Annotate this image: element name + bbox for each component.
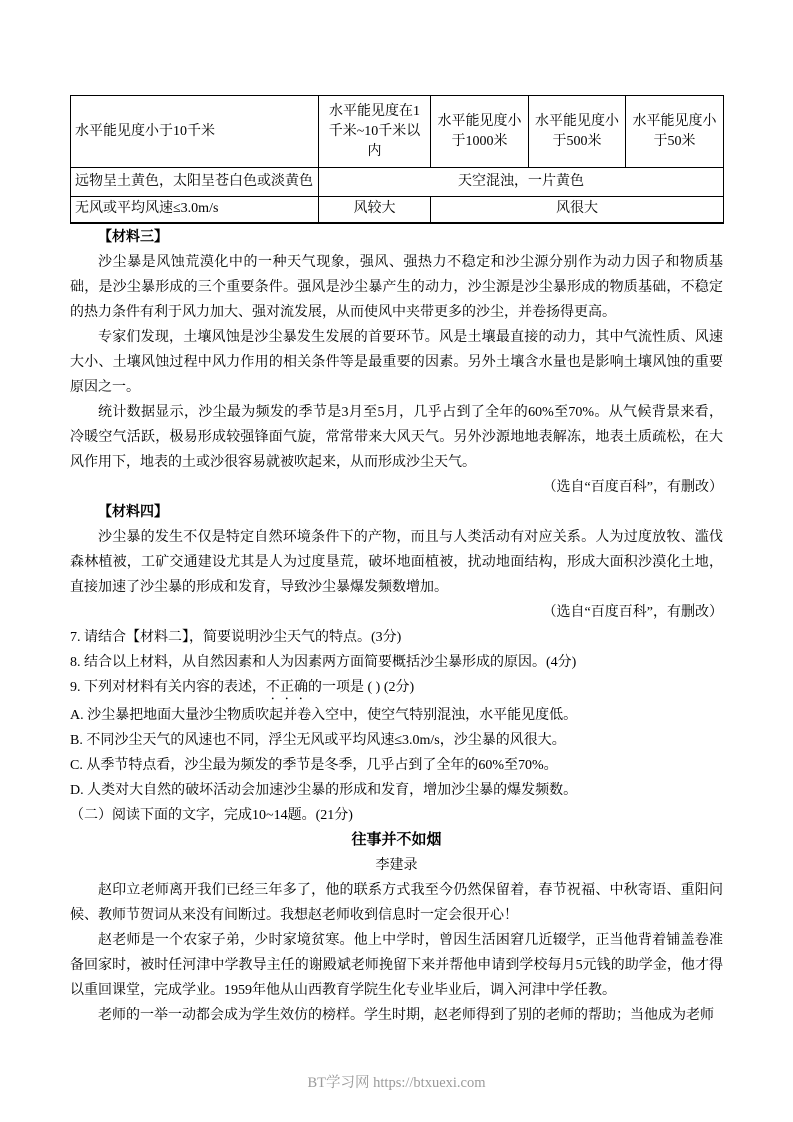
material-three-source: （选自“百度百科”，有删改） [542, 479, 723, 495]
material-three-paragraph-3: 统计数据显示，沙尘最为频发的季节是3月至5月，几乎占到了全年的60%至70%。从气候背景来看，冷暖空气活跃，极易形成较强锋面气旋，常常带来大风天气。另外沙源地地表解冻，地表土质疏松，在大风作用下，地表的土或沙很容易就被吹起来，从而形成沙尘天气。 [70, 404, 723, 470]
essay-paragraph-1: 赵印立老师离开我们已经三年多了，他的联系方式我至今仍然保留着，春节祝福、中秋寄语、重阳问候、教师节贺词从来没有间断过。我想赵老师收到信息时一定会很开心！ [70, 882, 723, 923]
material-three-paragraph-1: 沙尘暴是风蚀荒漠化中的一种天气现象，强风、强热力不稳定和沙尘源分别作为动力因子和物质基础，是沙尘暴形成的三个重要条件。强风是沙尘暴产生的动力，沙尘源是沙尘暴形成的物质基础，不稳定的热力条件有利于风力加大、强对流发展，从而使风中夹带更多的沙尘，并卷扬得更高。 [70, 254, 723, 320]
question-9-suffix: 的一项是 ( ) (2分) [308, 679, 415, 695]
material-four-paragraph-1: 沙尘暴的发生不仅是特定自然环境条件下的产物，而且与人类活动有对应关系。人为过度放牧、滥伐森林植被，工矿交通建设尤其是人为过度垦荒，破坏地面植被，扰动地面结构，形成大面积沙漠化土地，直接加速了沙尘暴的形成和发育，导致沙尘暴爆发频数增加。 [70, 529, 723, 595]
table-row-sky [71, 168, 724, 197]
option-d: D. 人类对大自然的破坏活动会加速沙尘暴的形成和发育，增加沙尘暴的爆发频数。 [70, 782, 578, 798]
table-row-wind [71, 197, 724, 223]
table-cell-visibility-10km: 水平能见度小于10千米 [71, 96, 319, 168]
table-cell-visibility-1-10km: 水平能见度在1千米~10千米以内 [319, 96, 431, 168]
table-cell-distant-objects: 远物呈土黄色，太阳呈苍白色或淡黄色 [71, 168, 319, 197]
option-a: A. 沙尘暴把地面大量沙尘物质吹起并卷入空中，使空气特别混浊，水平能见度低。 [70, 707, 578, 723]
essay-paragraph-3: 老师的一举一动都会成为学生效仿的榜样。学生时期，赵老师得到了别的老师的帮助；当他成为老师 [98, 1007, 714, 1023]
visibility-table [70, 95, 724, 224]
question-8: 8. 结合以上材料，从自然因素和人为因素两方面简要概括沙尘暴形成的原因。(4分) [70, 654, 577, 670]
material-four-source: （选自“百度百科”，有删改） [542, 604, 723, 620]
question-7: 7. 请结合【材料二】，简要说明沙尘天气的特点。(3分) [70, 629, 402, 645]
essay-paragraph-2: 赵老师是一个农家子弟，少时家境贫寒。他上中学时，曾因生活困窘几近辍学，正当他背着铺盖卷准备回家时，被时任河津中学教导主任的谢殿斌老师挽留下来并帮他申请到学校每月5元钱的助学金，他才得以重回课堂，完成学业。1959年他从山西教育学院生化专业毕业后，调入河津中学任教。 [70, 932, 723, 998]
table-cell-visibility-500m: 水平能见度小于500米 [529, 96, 626, 168]
material-three-paragraph-2: 专家们发现，土壤风蚀是沙尘暴发生发展的首要环节。风是土壤最直接的动力，其中气流性质、风速大小、土壤风蚀过程中风力作用的相关条件等是最重要的因素。另外土壤含水量也是影响土壤风蚀的重要原因之一。 [70, 329, 723, 395]
table-cell-wind-strong: 风较大 [319, 197, 431, 223]
question-9-prefix: 9. 下列对材料有关内容的表述， [70, 679, 266, 695]
section-two-intro: （二）阅读下面的文字，完成10~14题。(21分) [70, 807, 353, 823]
question-9-emphasized-text: 不正确 [266, 679, 308, 695]
material-three-heading: 【材料三】 [98, 229, 168, 245]
table-cell-sky-yellow: 天空混浊，一片黄色 [319, 168, 724, 197]
option-c: C. 从季节特点看，沙尘最为频发的季节是冬季，几乎占到了全年的60%至70%。 [70, 757, 558, 773]
table-cell-no-wind: 无风或平均风速≤3.0m/s [71, 197, 319, 223]
table-cell-wind-very-strong: 风很大 [431, 197, 724, 223]
material-four-heading: 【材料四】 [98, 504, 168, 520]
essay-author: 李建录 [375, 857, 418, 873]
option-b: B. 不同沙尘天气的风速也不同，浮尘无风或平均风速≤3.0m/s，沙尘暴的风很大。 [70, 732, 566, 748]
essay-title: 往事并不如烟 [351, 831, 442, 848]
question-9 [70, 675, 723, 703]
table-header-row [71, 96, 724, 168]
table-cell-visibility-1000m: 水平能见度小于1000米 [431, 96, 529, 168]
footer-watermark: BT学习网 https://btxuexi.com [307, 1075, 486, 1091]
table-cell-visibility-50m: 水平能见度小于50米 [626, 96, 724, 168]
